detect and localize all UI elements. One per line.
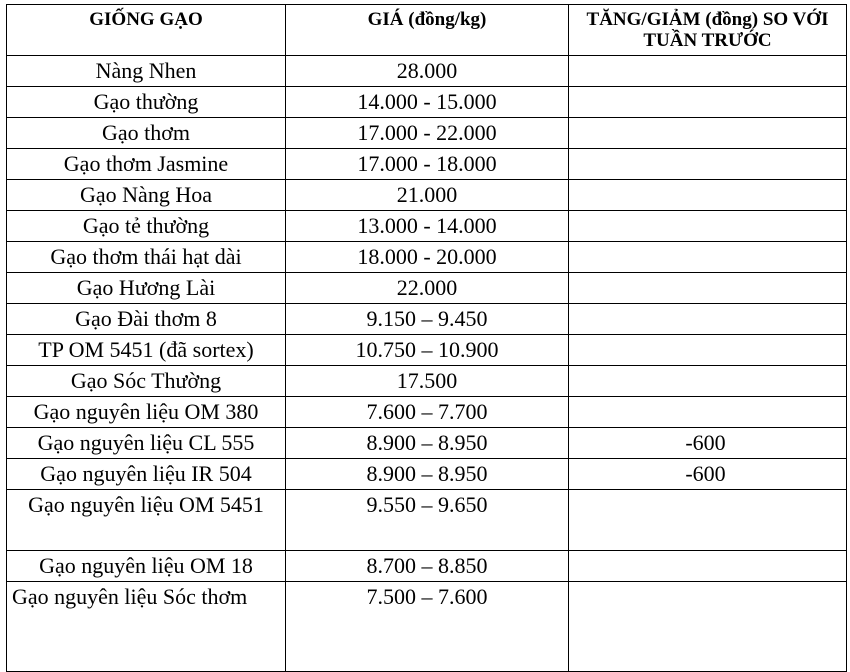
price-cell: 8.900 – 8.950 (286, 428, 569, 459)
table-row (7, 273, 847, 304)
price-cell: 9.150 – 9.450 (286, 304, 569, 335)
table-row (7, 56, 847, 87)
price-cell: 21.000 (286, 180, 569, 211)
variety-cell: TP OM 5451 (đã sortex) (7, 335, 286, 366)
table-row (7, 304, 847, 335)
change-cell (569, 211, 847, 242)
table-row (7, 242, 847, 273)
table-row (7, 490, 847, 551)
price-cell: 17.000 - 22.000 (286, 118, 569, 149)
change-cell (569, 304, 847, 335)
change-cell (569, 551, 847, 582)
price-cell: 22.000 (286, 273, 569, 304)
variety-cell: Gạo nguyên liệu OM 5451 (7, 490, 286, 551)
price-cell: 14.000 - 15.000 (286, 87, 569, 118)
header-variety: GIỐNG GẠO (7, 5, 286, 56)
price-cell: 8.900 – 8.950 (286, 459, 569, 490)
table-row (7, 366, 847, 397)
price-cell: 18.000 - 20.000 (286, 242, 569, 273)
change-cell (569, 242, 847, 273)
change-cell (569, 118, 847, 149)
change-cell (569, 490, 847, 551)
header-row (7, 5, 847, 56)
change-cell: -600 (569, 459, 847, 490)
price-cell: 8.700 – 8.850 (286, 551, 569, 582)
variety-cell: Gạo thơm Jasmine (7, 149, 286, 180)
variety-cell: Gạo thường (7, 87, 286, 118)
variety-cell: Gạo thơm thái hạt dài (7, 242, 286, 273)
table-row (7, 335, 847, 366)
change-cell (569, 87, 847, 118)
variety-cell: Gạo nguyên liệu OM 380 (7, 397, 286, 428)
table-row (7, 582, 847, 672)
variety-cell: Gạo nguyên liệu OM 18 (7, 551, 286, 582)
variety-cell: Gạo Nàng Hoa (7, 180, 286, 211)
price-cell: 17.500 (286, 366, 569, 397)
table-row (7, 551, 847, 582)
table-row (7, 397, 847, 428)
price-cell: 10.750 – 10.900 (286, 335, 569, 366)
change-cell (569, 397, 847, 428)
variety-cell: Gạo Hương Lài (7, 273, 286, 304)
change-cell (569, 273, 847, 304)
variety-cell: Gạo thơm (7, 118, 286, 149)
table-row (7, 428, 847, 459)
variety-cell: Gạo Sóc Thường (7, 366, 286, 397)
price-cell: 17.000 - 18.000 (286, 149, 569, 180)
table-row (7, 149, 847, 180)
variety-cell: Gạo nguyên liệu IR 504 (7, 459, 286, 490)
change-cell (569, 335, 847, 366)
table-row (7, 211, 847, 242)
price-cell: 9.550 – 9.650 (286, 490, 569, 551)
header-change: TĂNG/GIẢM (đồng) SO VỚI TUẦN TRƯỚC (569, 5, 847, 56)
variety-cell: Gạo nguyên liệu CL 555 (7, 428, 286, 459)
rice-price-table (6, 4, 847, 672)
change-cell (569, 180, 847, 211)
change-cell: -600 (569, 428, 847, 459)
header-price: GIÁ (đồng/kg) (286, 5, 569, 56)
variety-cell: Gạo tẻ thường (7, 211, 286, 242)
table-row (7, 118, 847, 149)
variety-cell: Nàng Nhen (7, 56, 286, 87)
price-cell: 28.000 (286, 56, 569, 87)
table-row (7, 180, 847, 211)
price-cell: 13.000 - 14.000 (286, 211, 569, 242)
table-row (7, 87, 847, 118)
change-cell (569, 366, 847, 397)
table-row (7, 459, 847, 490)
variety-cell: Gạo Đài thơm 8 (7, 304, 286, 335)
variety-cell: Gạo nguyên liệu Sóc thơm (7, 582, 286, 672)
price-cell: 7.600 – 7.700 (286, 397, 569, 428)
change-cell (569, 149, 847, 180)
change-cell (569, 582, 847, 672)
price-cell: 7.500 – 7.600 (286, 582, 569, 672)
change-cell (569, 56, 847, 87)
